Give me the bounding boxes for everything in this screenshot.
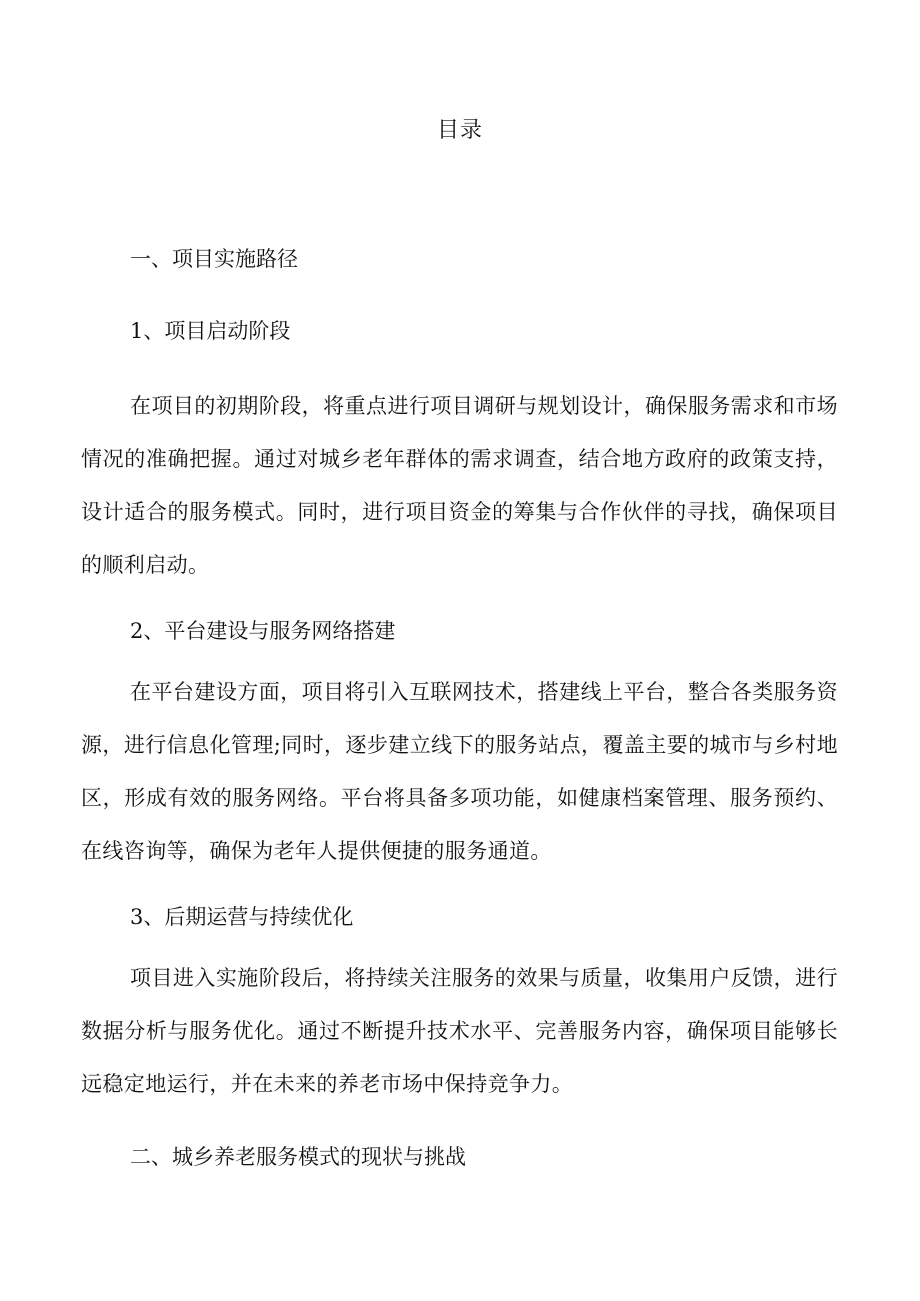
subsection-heading-project-launch: 1、项目启动阶段 bbox=[130, 319, 291, 343]
paragraph-operations-optimization: 项目进入实施阶段后，将持续关注服务的效果与质量，收集用户反馈，进行数据分析与服务优化。通过不断提升技术水平、完善服务内容，确保项目能够长远稳定地运行，并在未来的养老市场中保持竞争力。 bbox=[81, 966, 838, 1096]
page-title: 目录 bbox=[436, 118, 483, 143]
subsection-heading-operations-optimization: 3、后期运营与持续优化 bbox=[130, 905, 354, 929]
subsection-heading-platform-building: 2、平台建设与服务网络搭建 bbox=[130, 619, 396, 643]
section-heading-implementation-path: 一、项目实施路径 bbox=[130, 247, 298, 271]
paragraph-project-launch: 在项目的初期阶段，将重点进行项目调研与规划设计，确保服务需求和市场情况的准确把握。通过对城乡老年群体的需求调查，结合地方政府的政策支持，设计适合的服务模式。同时，进行项目资金的筹集与合作伙伴的寻找，确保项目的顺利启动。 bbox=[81, 394, 838, 577]
section-heading-status-challenges: 二、城乡养老服务模式的现状与挑战 bbox=[130, 1145, 466, 1169]
paragraph-platform-building: 在平台建设方面，项目将引入互联网技术，搭建线上平台，整合各类服务资源，进行信息化管理;同时，逐步建立线下的服务站点，覆盖主要的城市与乡村地区，形成有效的服务网络。平台将具备多项功能，如健康档案管理、服务预约、在线咨询等，确保为老年人提供便捷的服务通道。 bbox=[81, 680, 838, 863]
